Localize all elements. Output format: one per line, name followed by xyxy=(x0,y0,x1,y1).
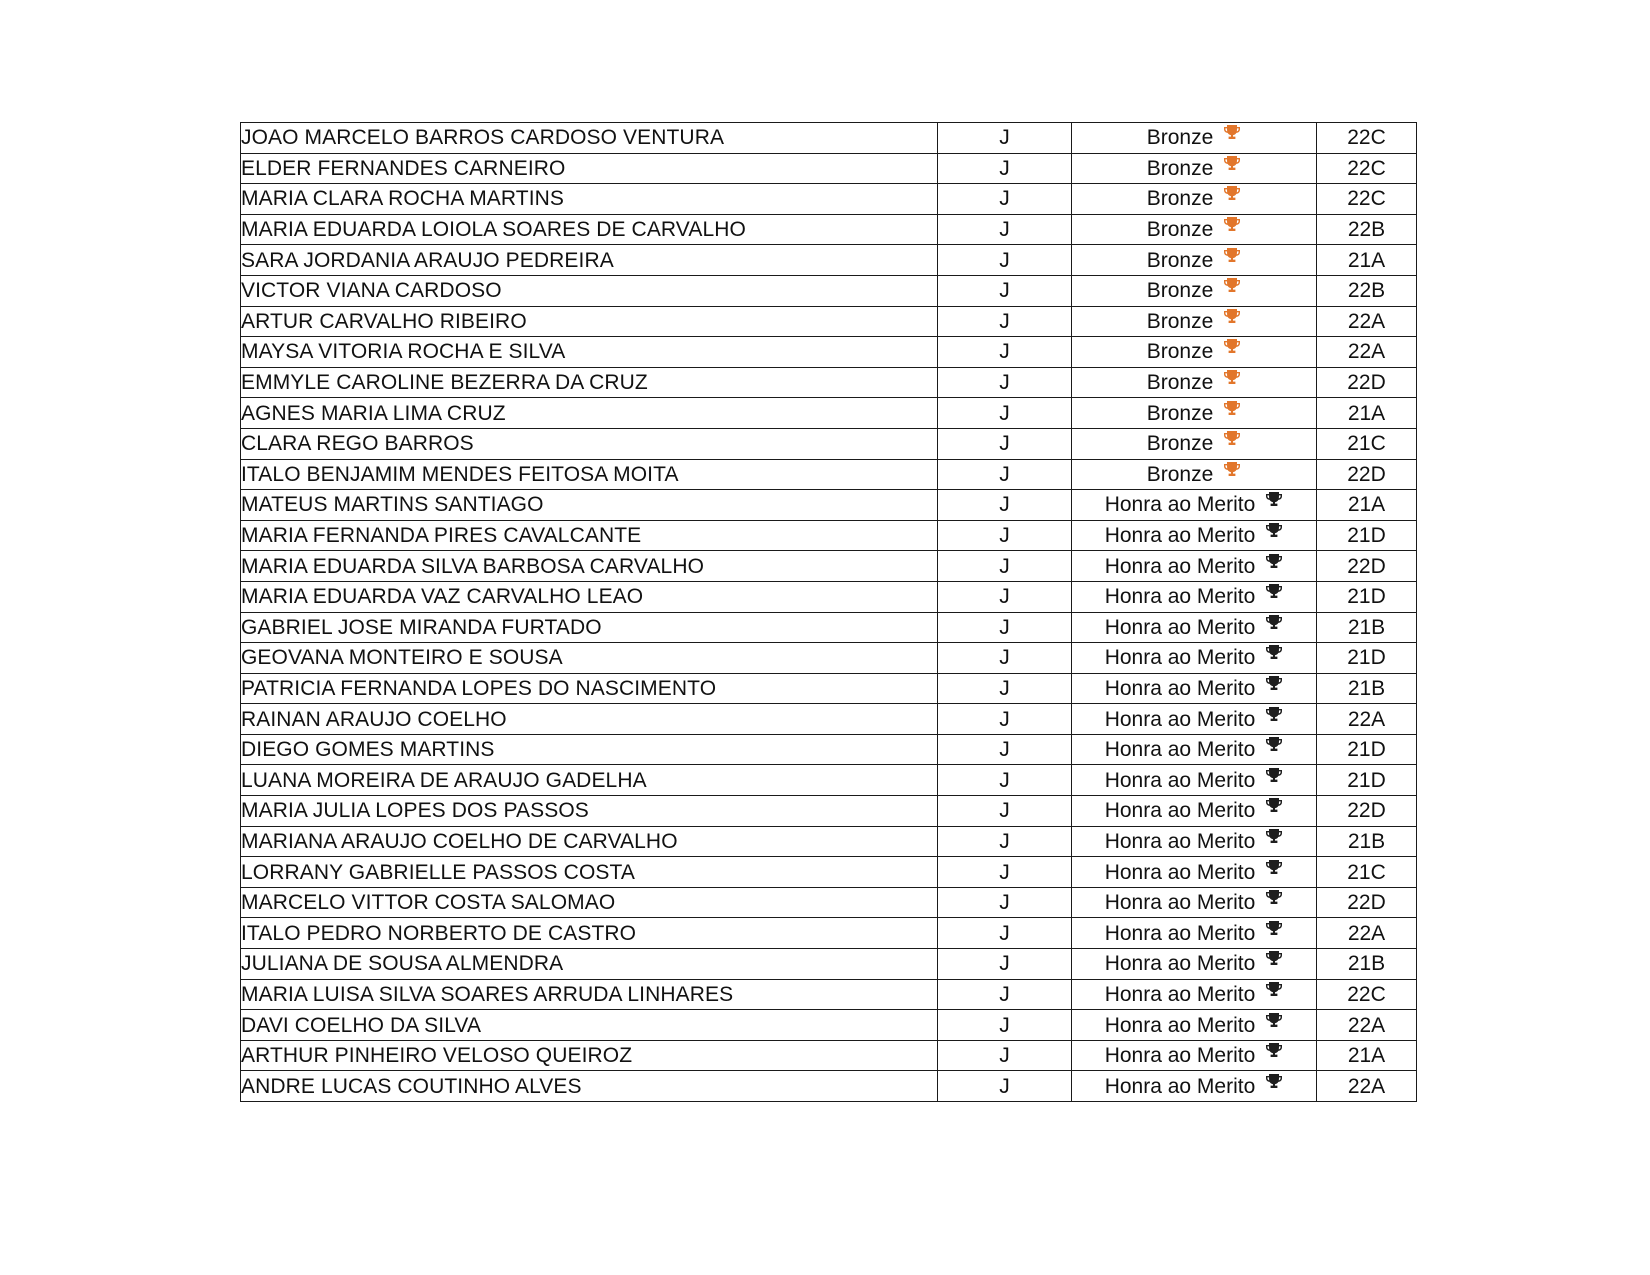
category-cell: J xyxy=(938,1071,1072,1102)
award-cell xyxy=(1072,734,1317,765)
bronze-trophy-icon xyxy=(1223,430,1241,446)
award-cell xyxy=(1072,949,1317,980)
table-row xyxy=(241,643,1417,674)
table-row xyxy=(241,490,1417,521)
bronze-trophy-icon xyxy=(1223,308,1241,324)
table-row xyxy=(241,704,1417,735)
honor-trophy-icon xyxy=(1265,614,1283,630)
table-row xyxy=(241,796,1417,827)
class-cell: 22A xyxy=(1317,1071,1417,1102)
student-name-cell: MARIA JULIA LOPES DOS PASSOS xyxy=(241,796,938,827)
table-row xyxy=(241,337,1417,368)
category-cell: J xyxy=(938,337,1072,368)
category-cell: J xyxy=(938,367,1072,398)
category-cell: J xyxy=(938,1010,1072,1041)
student-name-cell: PATRICIA FERNANDA LOPES DO NASCIMENTO xyxy=(241,673,938,704)
award-label: Bronze xyxy=(1146,401,1214,425)
award-cell xyxy=(1072,367,1317,398)
bronze-trophy-icon xyxy=(1223,277,1241,293)
student-name-cell: JOAO MARCELO BARROS CARDOSO VENTURA xyxy=(241,123,938,154)
student-name-cell: ANDRE LUCAS COUTINHO ALVES xyxy=(241,1071,938,1102)
category-cell: J xyxy=(938,306,1072,337)
category-cell: J xyxy=(938,704,1072,735)
table-row xyxy=(241,520,1417,551)
student-name-cell: RAINAN ARAUJO COELHO xyxy=(241,704,938,735)
award-label: Bronze xyxy=(1146,248,1214,272)
category-cell: J xyxy=(938,765,1072,796)
award-label: Honra ao Merito xyxy=(1104,1013,1256,1037)
award-label: Honra ao Merito xyxy=(1104,891,1256,915)
student-name-cell: MARIANA ARAUJO COELHO DE CARVALHO xyxy=(241,826,938,857)
table-row xyxy=(241,184,1417,215)
award-label: Honra ao Merito xyxy=(1104,799,1256,823)
bronze-trophy-icon xyxy=(1223,369,1241,385)
award-cell xyxy=(1072,673,1317,704)
award-cell xyxy=(1072,765,1317,796)
award-cell xyxy=(1072,826,1317,857)
award-label: Honra ao Merito xyxy=(1104,554,1256,578)
bronze-trophy-icon xyxy=(1223,155,1241,171)
class-cell: 21A xyxy=(1317,1040,1417,1071)
honor-trophy-icon xyxy=(1265,491,1283,507)
award-label: Honra ao Merito xyxy=(1104,1074,1256,1098)
award-cell xyxy=(1072,245,1317,276)
award-label: Bronze xyxy=(1146,126,1214,150)
award-cell xyxy=(1072,184,1317,215)
honor-trophy-icon xyxy=(1265,1042,1283,1058)
class-cell: 22C xyxy=(1317,153,1417,184)
honor-trophy-icon xyxy=(1265,675,1283,691)
award-cell xyxy=(1072,153,1317,184)
class-cell: 21D xyxy=(1317,734,1417,765)
class-cell: 22D xyxy=(1317,796,1417,827)
class-cell: 21C xyxy=(1317,857,1417,888)
student-name-cell: DIEGO GOMES MARTINS xyxy=(241,734,938,765)
category-cell: J xyxy=(938,949,1072,980)
category-cell: J xyxy=(938,428,1072,459)
category-cell: J xyxy=(938,612,1072,643)
student-name-cell: MARIA EDUARDA LOIOLA SOARES DE CARVALHO xyxy=(241,214,938,245)
student-name-cell: VICTOR VIANA CARDOSO xyxy=(241,275,938,306)
category-cell: J xyxy=(938,1040,1072,1071)
student-name-cell: JULIANA DE SOUSA ALMENDRA xyxy=(241,949,938,980)
category-cell: J xyxy=(938,734,1072,765)
student-name-cell: SARA JORDANIA ARAUJO PEDREIRA xyxy=(241,245,938,276)
class-cell: 22A xyxy=(1317,1010,1417,1041)
table-row xyxy=(241,612,1417,643)
table-row xyxy=(241,367,1417,398)
award-cell xyxy=(1072,428,1317,459)
table-row xyxy=(241,245,1417,276)
class-cell: 21D xyxy=(1317,643,1417,674)
student-name-cell: DAVI COELHO DA SILVA xyxy=(241,1010,938,1041)
table-row xyxy=(241,428,1417,459)
student-name-cell: GEOVANA MONTEIRO E SOUSA xyxy=(241,643,938,674)
category-cell: J xyxy=(938,887,1072,918)
student-name-cell: LUANA MOREIRA DE ARAUJO GADELHA xyxy=(241,765,938,796)
category-cell: J xyxy=(938,551,1072,582)
table-row xyxy=(241,306,1417,337)
class-cell: 22D xyxy=(1317,551,1417,582)
award-label: Honra ao Merito xyxy=(1104,738,1256,762)
class-cell: 21B xyxy=(1317,949,1417,980)
table-row xyxy=(241,765,1417,796)
award-label: Bronze xyxy=(1146,432,1214,456)
award-cell xyxy=(1072,643,1317,674)
class-cell: 22A xyxy=(1317,918,1417,949)
class-cell: 21D xyxy=(1317,581,1417,612)
award-label: Honra ao Merito xyxy=(1104,615,1256,639)
results-table xyxy=(240,122,1417,1102)
award-label: Honra ao Merito xyxy=(1104,921,1256,945)
class-cell: 22C xyxy=(1317,123,1417,154)
award-cell xyxy=(1072,214,1317,245)
bronze-trophy-icon xyxy=(1223,216,1241,232)
table-row xyxy=(241,979,1417,1010)
table-row xyxy=(241,673,1417,704)
table-row xyxy=(241,826,1417,857)
honor-trophy-icon xyxy=(1265,583,1283,599)
table-row xyxy=(241,734,1417,765)
student-name-cell: MARIA EDUARDA SILVA BARBOSA CARVALHO xyxy=(241,551,938,582)
award-cell xyxy=(1072,1040,1317,1071)
class-cell: 21D xyxy=(1317,520,1417,551)
category-cell: J xyxy=(938,184,1072,215)
class-cell: 22C xyxy=(1317,184,1417,215)
bronze-trophy-icon xyxy=(1223,124,1241,140)
award-cell xyxy=(1072,704,1317,735)
table-row xyxy=(241,887,1417,918)
bronze-trophy-icon xyxy=(1223,400,1241,416)
award-label: Bronze xyxy=(1146,218,1214,242)
award-label: Honra ao Merito xyxy=(1104,768,1256,792)
award-cell xyxy=(1072,918,1317,949)
award-cell xyxy=(1072,581,1317,612)
category-cell: J xyxy=(938,857,1072,888)
category-cell: J xyxy=(938,398,1072,429)
honor-trophy-icon xyxy=(1265,522,1283,538)
class-cell: 21B xyxy=(1317,612,1417,643)
category-cell: J xyxy=(938,275,1072,306)
student-name-cell: MARIA LUISA SILVA SOARES ARRUDA LINHARES xyxy=(241,979,938,1010)
student-name-cell: EMMYLE CAROLINE BEZERRA DA CRUZ xyxy=(241,367,938,398)
honor-trophy-icon xyxy=(1265,828,1283,844)
award-cell xyxy=(1072,612,1317,643)
honor-trophy-icon xyxy=(1265,859,1283,875)
category-cell: J xyxy=(938,520,1072,551)
table-row xyxy=(241,949,1417,980)
category-cell: J xyxy=(938,123,1072,154)
student-name-cell: MARIA FERNANDA PIRES CAVALCANTE xyxy=(241,520,938,551)
honor-trophy-icon xyxy=(1265,767,1283,783)
award-label: Honra ao Merito xyxy=(1104,829,1256,853)
award-cell xyxy=(1072,337,1317,368)
class-cell: 21D xyxy=(1317,765,1417,796)
table-row xyxy=(241,918,1417,949)
award-label: Bronze xyxy=(1146,309,1214,333)
category-cell: J xyxy=(938,214,1072,245)
award-cell xyxy=(1072,979,1317,1010)
category-cell: J xyxy=(938,979,1072,1010)
student-name-cell: ELDER FERNANDES CARNEIRO xyxy=(241,153,938,184)
award-label: Honra ao Merito xyxy=(1104,493,1256,517)
student-name-cell: MARCELO VITTOR COSTA SALOMAO xyxy=(241,887,938,918)
class-cell: 21A xyxy=(1317,245,1417,276)
table-row xyxy=(241,153,1417,184)
class-cell: 21C xyxy=(1317,428,1417,459)
student-name-cell: ARTUR CARVALHO RIBEIRO xyxy=(241,306,938,337)
award-label: Bronze xyxy=(1146,187,1214,211)
award-label: Honra ao Merito xyxy=(1104,860,1256,884)
honor-trophy-icon xyxy=(1265,736,1283,752)
table-row xyxy=(241,581,1417,612)
table-row xyxy=(241,1040,1417,1071)
award-label: Honra ao Merito xyxy=(1104,585,1256,609)
bronze-trophy-icon xyxy=(1223,338,1241,354)
award-label: Honra ao Merito xyxy=(1104,524,1256,548)
class-cell: 22A xyxy=(1317,337,1417,368)
class-cell: 22A xyxy=(1317,704,1417,735)
category-cell: J xyxy=(938,673,1072,704)
category-cell: J xyxy=(938,826,1072,857)
class-cell: 22B xyxy=(1317,214,1417,245)
award-cell xyxy=(1072,857,1317,888)
honor-trophy-icon xyxy=(1265,1012,1283,1028)
table-row xyxy=(241,123,1417,154)
award-label: Honra ao Merito xyxy=(1104,982,1256,1006)
category-cell: J xyxy=(938,153,1072,184)
category-cell: J xyxy=(938,643,1072,674)
award-label: Bronze xyxy=(1146,462,1214,486)
student-name-cell: LORRANY GABRIELLE PASSOS COSTA xyxy=(241,857,938,888)
award-cell xyxy=(1072,520,1317,551)
award-cell xyxy=(1072,1071,1317,1102)
award-label: Bronze xyxy=(1146,156,1214,180)
honor-trophy-icon xyxy=(1265,706,1283,722)
bronze-trophy-icon xyxy=(1223,185,1241,201)
results-table-body xyxy=(241,123,1417,1102)
student-name-cell: AGNES MARIA LIMA CRUZ xyxy=(241,398,938,429)
award-cell xyxy=(1072,1010,1317,1041)
student-name-cell: CLARA REGO BARROS xyxy=(241,428,938,459)
class-cell: 21B xyxy=(1317,673,1417,704)
award-label: Bronze xyxy=(1146,371,1214,395)
bronze-trophy-icon xyxy=(1223,461,1241,477)
table-row xyxy=(241,459,1417,490)
table-row xyxy=(241,1071,1417,1102)
honor-trophy-icon xyxy=(1265,981,1283,997)
class-cell: 22C xyxy=(1317,979,1417,1010)
student-name-cell: MATEUS MARTINS SANTIAGO xyxy=(241,490,938,521)
category-cell: J xyxy=(938,490,1072,521)
table-row xyxy=(241,551,1417,582)
award-cell xyxy=(1072,551,1317,582)
award-label: Bronze xyxy=(1146,279,1214,303)
award-label: Bronze xyxy=(1146,340,1214,364)
award-cell xyxy=(1072,459,1317,490)
category-cell: J xyxy=(938,796,1072,827)
student-name-cell: ITALO BENJAMIM MENDES FEITOSA MOITA xyxy=(241,459,938,490)
award-cell xyxy=(1072,398,1317,429)
category-cell: J xyxy=(938,918,1072,949)
table-row xyxy=(241,857,1417,888)
category-cell: J xyxy=(938,459,1072,490)
class-cell: 22D xyxy=(1317,367,1417,398)
award-cell xyxy=(1072,490,1317,521)
award-label: Honra ao Merito xyxy=(1104,1044,1256,1068)
award-cell xyxy=(1072,796,1317,827)
class-cell: 21A xyxy=(1317,490,1417,521)
honor-trophy-icon xyxy=(1265,889,1283,905)
student-name-cell: ARTHUR PINHEIRO VELOSO QUEIROZ xyxy=(241,1040,938,1071)
award-label: Honra ao Merito xyxy=(1104,676,1256,700)
student-name-cell: MAYSA VITORIA ROCHA E SILVA xyxy=(241,337,938,368)
table-row xyxy=(241,275,1417,306)
honor-trophy-icon xyxy=(1265,950,1283,966)
category-cell: J xyxy=(938,581,1072,612)
award-cell xyxy=(1072,275,1317,306)
bronze-trophy-icon xyxy=(1223,247,1241,263)
honor-trophy-icon xyxy=(1265,797,1283,813)
table-row xyxy=(241,1010,1417,1041)
honor-trophy-icon xyxy=(1265,644,1283,660)
award-cell xyxy=(1072,123,1317,154)
class-cell: 21B xyxy=(1317,826,1417,857)
award-label: Honra ao Merito xyxy=(1104,646,1256,670)
class-cell: 22D xyxy=(1317,887,1417,918)
honor-trophy-icon xyxy=(1265,920,1283,936)
table-row xyxy=(241,398,1417,429)
class-cell: 22A xyxy=(1317,306,1417,337)
student-name-cell: MARIA EDUARDA VAZ CARVALHO LEAO xyxy=(241,581,938,612)
class-cell: 22B xyxy=(1317,275,1417,306)
award-cell xyxy=(1072,306,1317,337)
award-label: Honra ao Merito xyxy=(1104,707,1256,731)
class-cell: 21A xyxy=(1317,398,1417,429)
student-name-cell: MARIA CLARA ROCHA MARTINS xyxy=(241,184,938,215)
honor-trophy-icon xyxy=(1265,1073,1283,1089)
student-name-cell: GABRIEL JOSE MIRANDA FURTADO xyxy=(241,612,938,643)
award-label: Honra ao Merito xyxy=(1104,952,1256,976)
table-row xyxy=(241,214,1417,245)
honor-trophy-icon xyxy=(1265,553,1283,569)
award-cell xyxy=(1072,887,1317,918)
class-cell: 22D xyxy=(1317,459,1417,490)
category-cell: J xyxy=(938,245,1072,276)
student-name-cell: ITALO PEDRO NORBERTO DE CASTRO xyxy=(241,918,938,949)
